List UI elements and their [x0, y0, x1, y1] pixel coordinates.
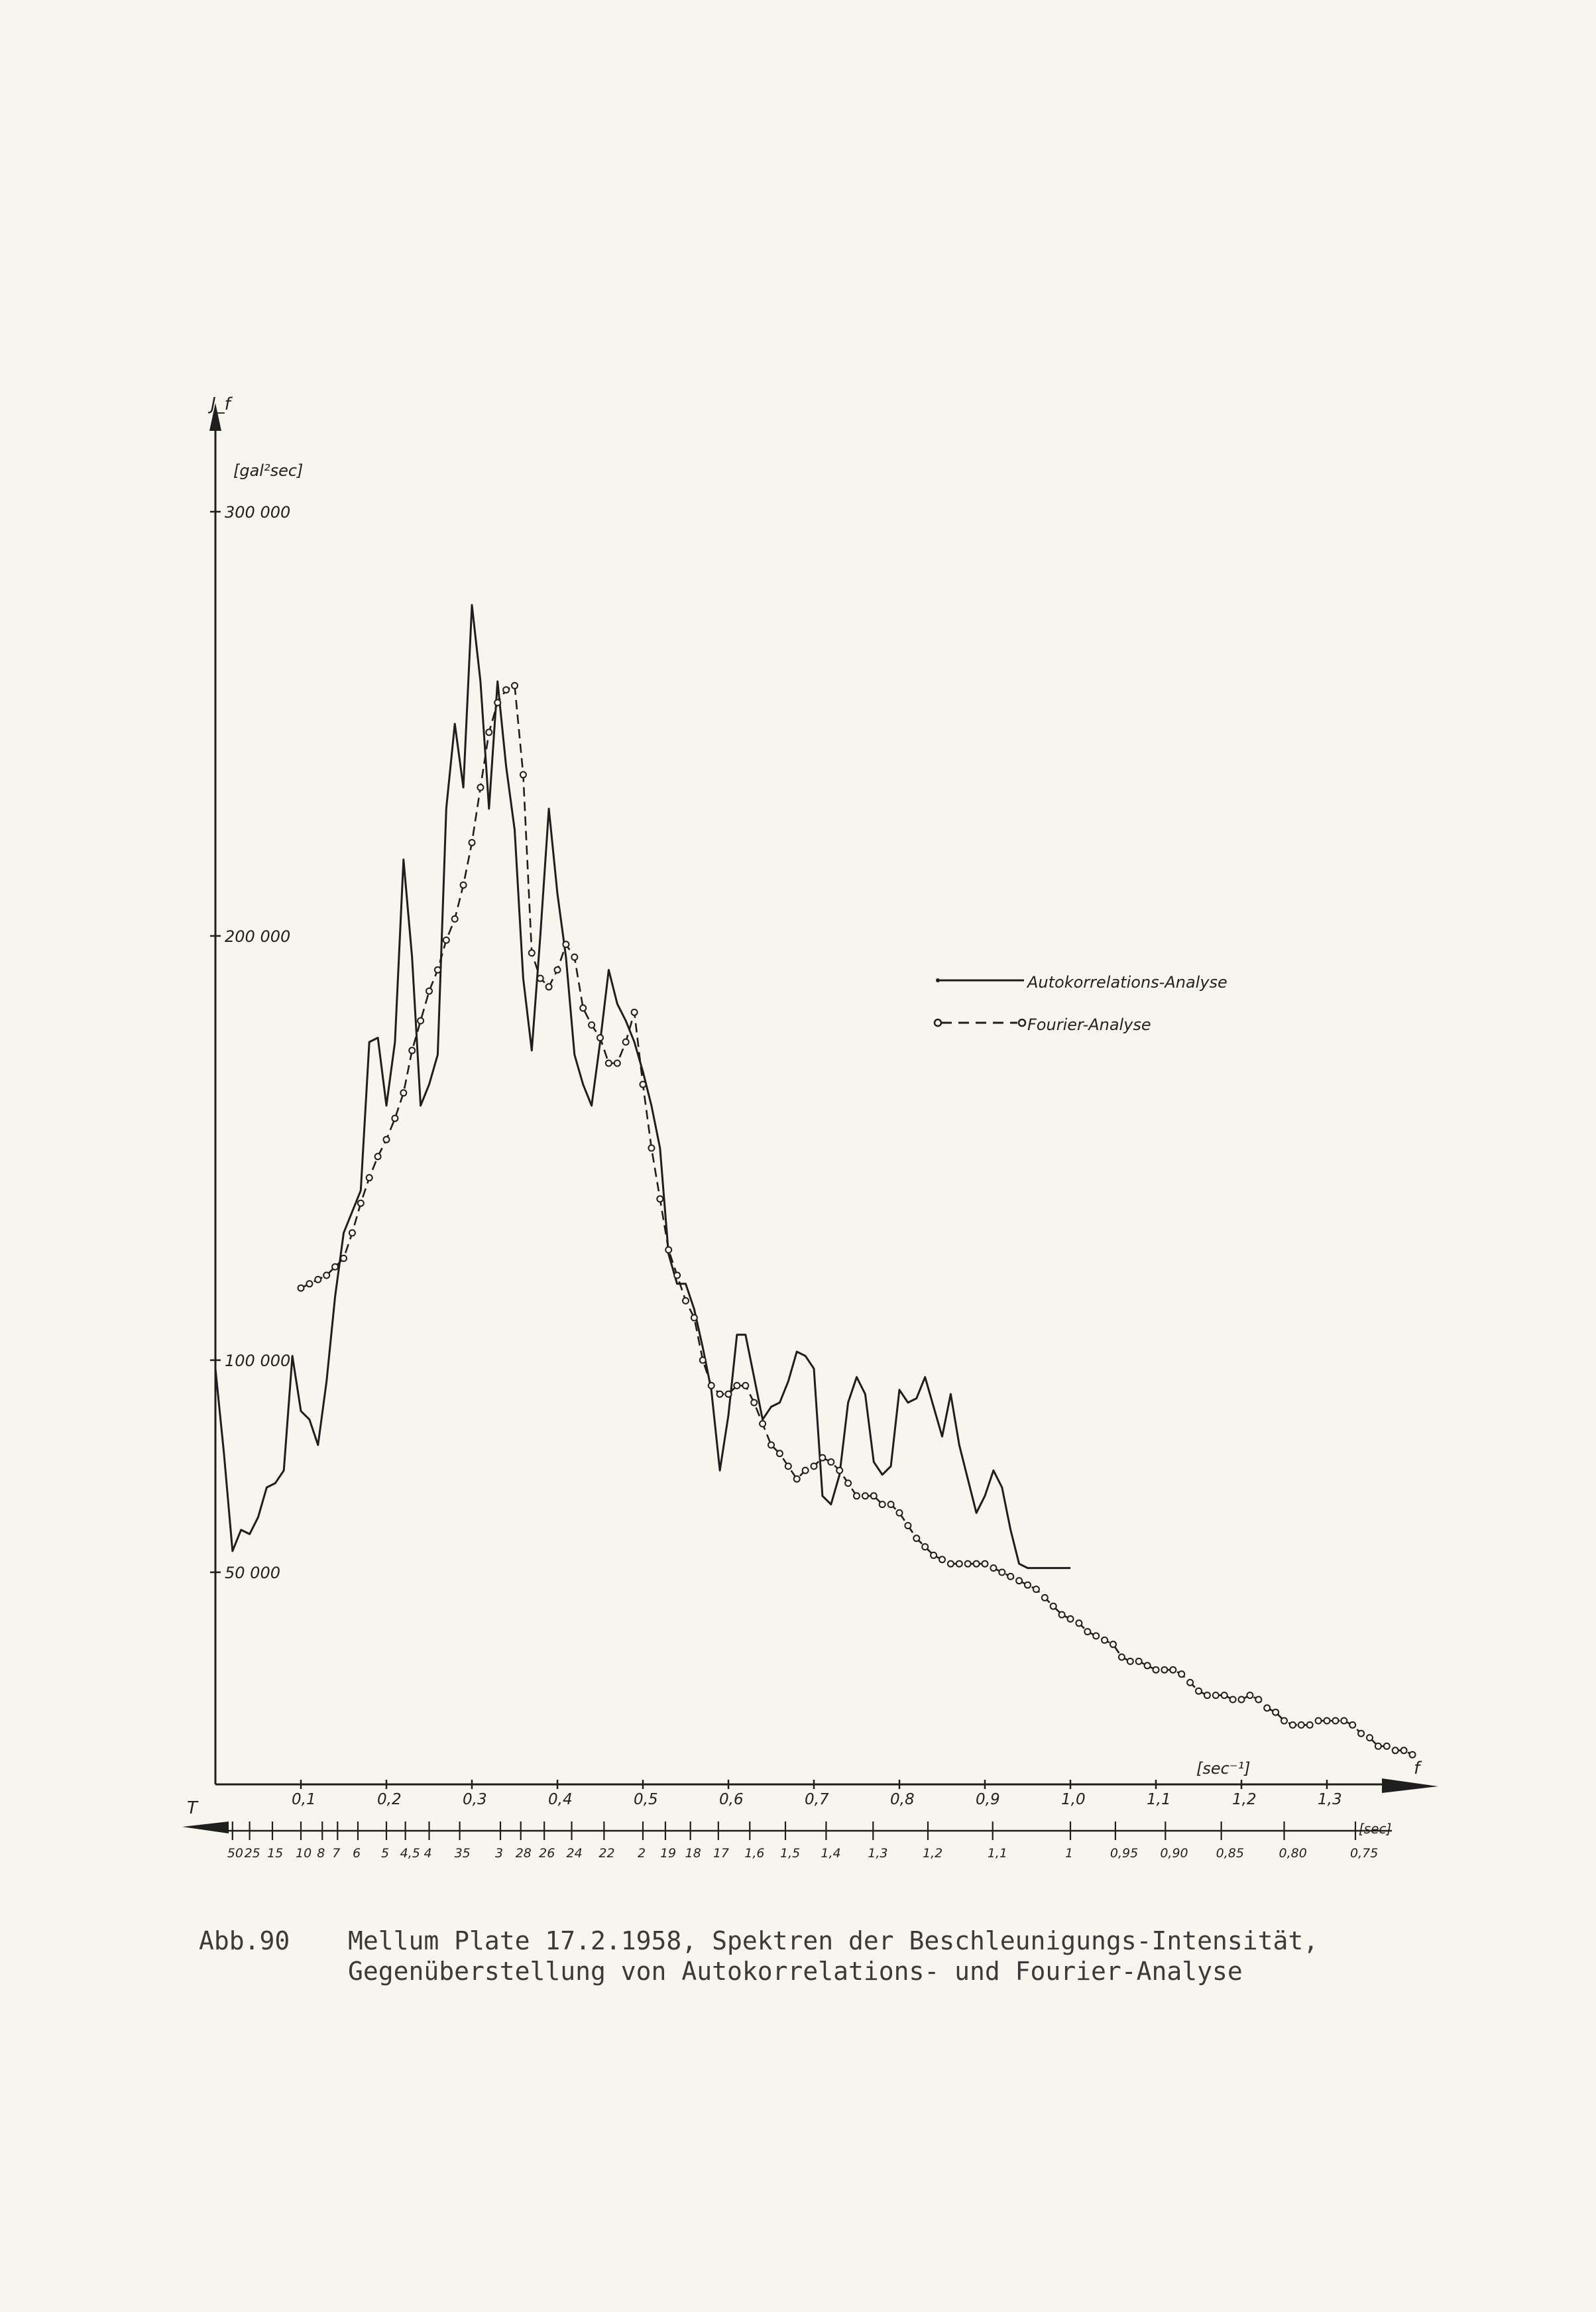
legend-label-fourier: Fourier-Analyse	[1027, 1015, 1151, 1034]
fourier-point	[1410, 1752, 1416, 1758]
fourier-point	[665, 1247, 671, 1253]
t-tick-label: 25	[244, 1846, 260, 1861]
fourier-point	[922, 1544, 928, 1550]
t-axis-unit: [sec]	[1359, 1821, 1392, 1837]
fourier-point	[1324, 1718, 1330, 1724]
legend-marker-fourier-end	[1019, 1019, 1025, 1026]
fourier-point	[1316, 1718, 1322, 1724]
f-tick-label: 1,2	[1232, 1791, 1257, 1808]
t-tick-label: 4,5	[400, 1846, 420, 1861]
t-tick-label: 24	[566, 1846, 583, 1861]
t-tick-label: 1	[1065, 1846, 1074, 1861]
fourier-point	[897, 1510, 903, 1516]
fourier-point	[1332, 1718, 1338, 1724]
f-tick-label: 0,9	[976, 1791, 1000, 1808]
fourier-point	[1110, 1641, 1116, 1647]
fourier-point	[461, 882, 467, 888]
fourier-point	[1059, 1612, 1065, 1618]
fourier-point	[546, 984, 552, 990]
t-tick-label: 6	[353, 1846, 361, 1861]
fourier-point	[426, 988, 432, 994]
fourier-point	[691, 1315, 697, 1321]
fourier-point	[794, 1476, 800, 1482]
t-tick-label: 1,3	[868, 1846, 888, 1861]
t-tick-label: 15	[267, 1846, 284, 1861]
fourier-point	[580, 1005, 586, 1011]
fourier-point	[751, 1400, 757, 1406]
f-tick-label: 0,8	[890, 1791, 915, 1808]
fourier-point	[1264, 1705, 1270, 1711]
fourier-point	[1093, 1633, 1099, 1639]
t-tick-label: 26	[539, 1846, 555, 1861]
fourier-point	[674, 1273, 680, 1279]
fourier-point	[400, 1090, 406, 1096]
fourier-point	[854, 1493, 860, 1499]
f-tick-label: 0,4	[548, 1791, 573, 1808]
fourier-point	[1222, 1692, 1227, 1698]
fourier-point	[1247, 1692, 1253, 1698]
t-tick-label: 0,95	[1110, 1846, 1139, 1861]
fourier-point	[298, 1285, 304, 1291]
t-tick-label: 1,1	[987, 1846, 1007, 1861]
fourier-point	[931, 1552, 937, 1558]
fourier-point	[503, 687, 509, 693]
t-tick-label: 19	[659, 1846, 677, 1861]
fourier-point	[871, 1493, 877, 1499]
t-tick-label: 7	[332, 1846, 341, 1861]
figure-number: Abb.90	[199, 1926, 290, 1955]
fourier-point	[384, 1137, 390, 1143]
fourier-point	[905, 1523, 911, 1529]
fourier-point	[836, 1468, 842, 1474]
fourier-point	[1136, 1658, 1142, 1664]
fourier-point	[367, 1175, 372, 1181]
fourier-point	[1145, 1662, 1151, 1668]
t-tick-label: 0,75	[1350, 1846, 1379, 1861]
fourier-point	[648, 1145, 654, 1151]
t-axis-ticks	[227, 1821, 1379, 1861]
fourier-point	[1127, 1658, 1133, 1664]
f-tick-label: 0,5	[634, 1791, 658, 1808]
fourier-point	[435, 967, 441, 973]
fourier-point	[477, 785, 483, 791]
fourier-point	[623, 1039, 629, 1045]
fourier-point	[494, 700, 500, 706]
fourier-point	[1375, 1743, 1381, 1749]
t-tick-label: 0,90	[1160, 1846, 1188, 1861]
fourier-point	[1068, 1616, 1074, 1622]
fourier-point	[683, 1298, 689, 1304]
fourier-point	[1187, 1680, 1193, 1686]
fourier-point	[948, 1561, 954, 1567]
f-axis-arrowhead	[1382, 1778, 1438, 1793]
fourier-point	[819, 1455, 825, 1461]
f-tick-label: 0,2	[377, 1791, 402, 1808]
fourier-point	[1084, 1629, 1090, 1635]
fourier-point	[1358, 1731, 1364, 1737]
fourier-point	[1393, 1747, 1398, 1753]
f-axis-label: f	[1414, 1759, 1420, 1778]
fourier-point	[589, 1022, 595, 1028]
fourier-point	[1025, 1582, 1031, 1588]
fourier-point	[939, 1556, 945, 1562]
fourier-point	[323, 1273, 329, 1279]
fourier-point	[956, 1561, 962, 1567]
fourier-point	[1170, 1667, 1176, 1673]
fourier-point	[1204, 1692, 1210, 1698]
fourier-point	[1119, 1654, 1125, 1660]
caption-text: Mellum Plate 17.2.1958, Spektren der Beschleunigungs-Intensität, Gegenüberstellung von Autokorrelations- und Fourier-Analyse	[348, 1926, 1319, 1986]
fourier-point	[657, 1196, 663, 1202]
t-tick-label: 50	[227, 1846, 243, 1861]
fourier-point	[982, 1561, 988, 1567]
fourier-point	[1239, 1697, 1245, 1703]
fourier-point	[1213, 1692, 1219, 1698]
fourier-point	[418, 1018, 424, 1024]
fourier-point	[974, 1561, 980, 1567]
fourier-point	[571, 954, 577, 960]
t-tick-label: 4	[424, 1846, 432, 1861]
series-line-fourier	[301, 685, 1412, 1755]
fourier-point	[597, 1035, 603, 1041]
fourier-point	[785, 1464, 791, 1470]
fourier-point	[1051, 1603, 1056, 1609]
t-tick-label: 3	[495, 1846, 504, 1861]
fourier-point	[529, 950, 535, 956]
t-axis-arrowhead	[182, 1821, 229, 1833]
fourier-point	[512, 683, 518, 689]
fourier-point	[734, 1383, 740, 1389]
fourier-point	[409, 1047, 415, 1053]
fourier-point	[1076, 1620, 1082, 1626]
fourier-point	[640, 1082, 646, 1088]
fourier-point	[315, 1277, 321, 1283]
fourier-point	[358, 1200, 364, 1206]
f-tick-label: 0,6	[719, 1791, 744, 1808]
fourier-point	[1401, 1747, 1407, 1753]
fourier-point	[1273, 1709, 1279, 1715]
y-tick-label: 300 000	[225, 503, 291, 522]
fourier-point	[845, 1480, 851, 1486]
t-tick-label: 22	[598, 1846, 615, 1861]
fourier-point	[862, 1493, 868, 1499]
t-tick-label: 0,80	[1279, 1846, 1307, 1861]
fourier-point	[768, 1442, 774, 1448]
fourier-point	[1255, 1697, 1261, 1703]
fourier-point	[913, 1535, 919, 1541]
fourier-point	[538, 976, 543, 982]
t-tick-label: 35	[454, 1846, 471, 1861]
t-tick-label: 28	[515, 1846, 532, 1861]
y-axis-unit: [gal²sec]	[233, 461, 304, 480]
fourier-point	[1384, 1743, 1390, 1749]
f-tick-label: 0,3	[463, 1791, 487, 1808]
fourier-point	[341, 1255, 347, 1261]
fourier-point	[1230, 1697, 1236, 1703]
fourier-point	[880, 1501, 885, 1507]
fourier-point	[1298, 1722, 1304, 1728]
t-tick-label: 1,4	[821, 1846, 841, 1861]
t-axis-label: T	[187, 1798, 198, 1818]
fourier-point	[555, 967, 561, 973]
fourier-point	[999, 1570, 1005, 1576]
fourier-point	[1153, 1667, 1159, 1673]
fourier-point	[486, 729, 492, 735]
fourier-point	[1341, 1718, 1347, 1724]
fourier-point	[349, 1230, 355, 1236]
f-tick-label: 0,7	[805, 1791, 829, 1808]
fourier-point	[717, 1391, 723, 1397]
f-tick-label: 1,3	[1318, 1791, 1342, 1808]
fourier-point	[828, 1459, 834, 1465]
fourier-point	[614, 1061, 620, 1067]
t-tick-label: 8	[317, 1846, 325, 1861]
fourier-point	[392, 1116, 398, 1122]
fourier-point	[1016, 1578, 1022, 1584]
t-tick-label: 17	[712, 1846, 730, 1861]
t-tick-label: 0,85	[1216, 1846, 1244, 1861]
fourier-point	[1178, 1671, 1184, 1677]
t-tick-label: 5	[381, 1846, 390, 1861]
legend	[935, 973, 1227, 1034]
fourier-point	[1367, 1735, 1373, 1741]
fourier-point	[888, 1501, 894, 1507]
fourier-point	[443, 937, 449, 943]
fourier-point	[1033, 1586, 1039, 1592]
fourier-point	[1349, 1722, 1355, 1728]
fourier-point	[375, 1153, 381, 1159]
fourier-point	[760, 1421, 766, 1427]
y-axis-label: J_f	[211, 394, 231, 414]
fourier-point	[811, 1464, 817, 1470]
fourier-point	[965, 1561, 971, 1567]
fourier-point	[726, 1391, 732, 1397]
fourier-point	[1281, 1718, 1287, 1724]
fourier-point	[1196, 1688, 1202, 1694]
fourier-point	[742, 1383, 748, 1389]
fourier-point	[452, 916, 458, 922]
fourier-point	[709, 1383, 714, 1389]
t-tick-label: 2	[638, 1846, 646, 1861]
fourier-point	[1290, 1722, 1296, 1728]
legend-label-autokorrelation: Autokorrelations-Analyse	[1027, 973, 1227, 992]
fourier-point	[606, 1061, 612, 1067]
f-tick-label: 1,1	[1147, 1791, 1171, 1808]
y-tick-label: 50 000	[225, 1564, 280, 1582]
f-tick-label: 1,0	[1061, 1791, 1086, 1808]
fourier-point	[1161, 1667, 1167, 1673]
fourier-point	[777, 1450, 783, 1456]
legend-marker-fourier-start	[935, 1019, 941, 1026]
fourier-point	[632, 1010, 638, 1015]
t-tick-label: 18	[685, 1846, 701, 1861]
y-tick-label: 200 000	[225, 927, 291, 946]
fourier-point	[1007, 1574, 1013, 1580]
fourier-point	[306, 1281, 312, 1287]
series-group	[215, 605, 1416, 1758]
fourier-point	[563, 941, 569, 947]
t-tick-label: 1,2	[923, 1846, 943, 1861]
fourier-point	[1307, 1722, 1313, 1728]
fourier-point	[520, 772, 526, 778]
y-ticks	[210, 503, 290, 1582]
fourier-point	[990, 1565, 996, 1571]
t-tick-label: 1,5	[780, 1846, 801, 1861]
t-tick-label: 1,6	[744, 1846, 765, 1861]
t-tick-label: 10	[296, 1846, 312, 1861]
f-tick-label: 0,1	[292, 1791, 316, 1808]
fourier-point	[1042, 1595, 1048, 1601]
fourier-point	[1102, 1637, 1108, 1643]
f-axis-unit: [sec⁻¹]	[1196, 1759, 1251, 1778]
y-tick-label: 100 000	[225, 1352, 291, 1370]
fourier-point	[469, 840, 475, 846]
fourier-point	[332, 1264, 338, 1270]
fourier-point	[803, 1468, 809, 1474]
axes	[182, 403, 1438, 1833]
fourier-point	[700, 1358, 706, 1363]
legend-dot-autokorrelation	[936, 978, 940, 982]
